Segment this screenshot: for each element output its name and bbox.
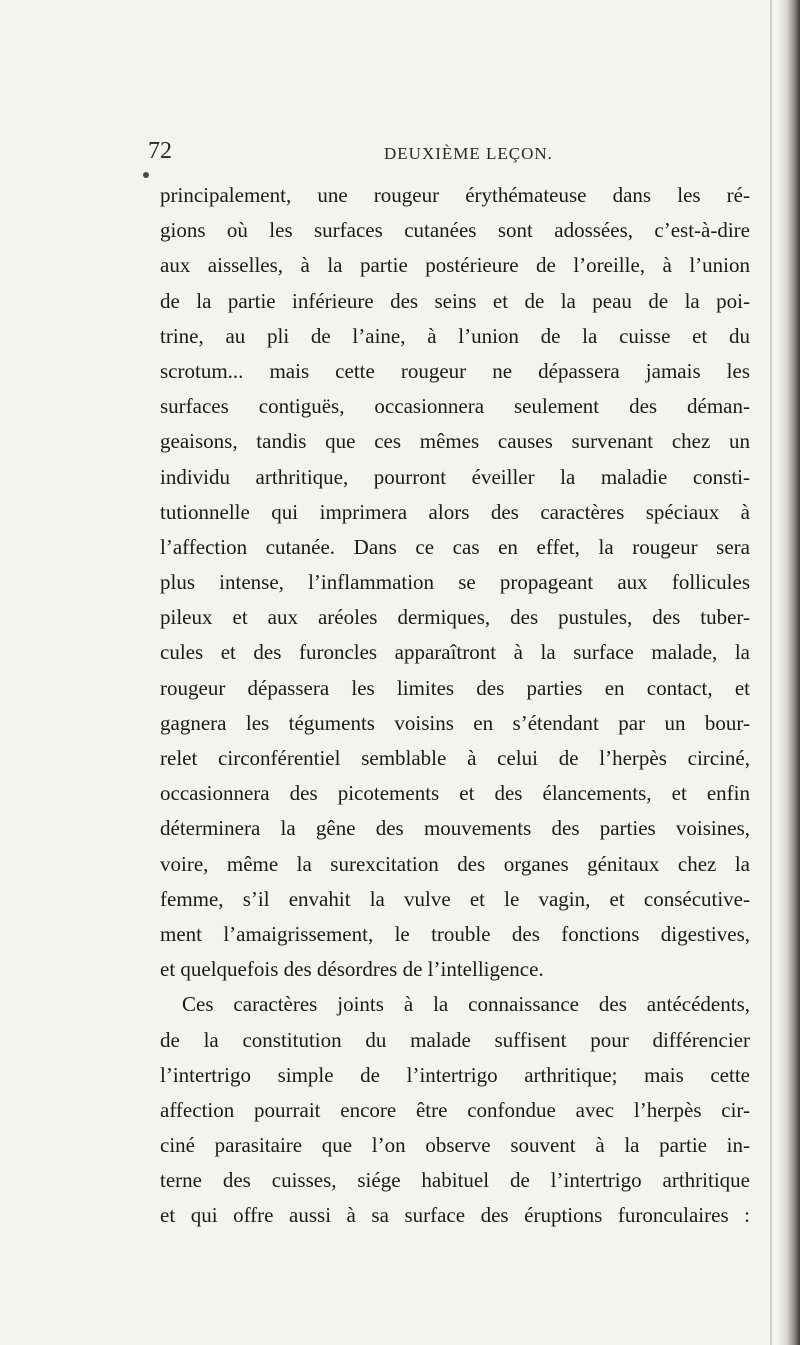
body-text — [160, 178, 750, 1234]
text-line: gagnera les téguments voisins en s’étendant par un bour- — [160, 710, 750, 735]
text-line: voire, même la surexcitation des organes génitaux chez la — [160, 851, 750, 876]
text-line: rougeur dépassera les limites des parties en contact, et — [160, 675, 750, 700]
margin-mark — [143, 172, 149, 178]
text-line: de la constitution du malade suffisent pour différencier — [160, 1027, 750, 1052]
text-line: cules et des furoncles apparaîtront à la surface malade, la — [160, 640, 750, 665]
text-line: terne des cuisses, siége habituel de l’intertrigo arthritique — [160, 1168, 750, 1193]
text-line: de la partie inférieure des seins et de la peau de la poi- — [160, 288, 750, 313]
text-line: femme, s’il envahit la vulve et le vagin, et consécutive- — [160, 886, 750, 911]
text-line: geaisons, tandis que ces mêmes causes survenant chez un — [160, 429, 750, 454]
text-line: gions où les surfaces cutanées sont adossées, c’est-à-dire — [160, 218, 750, 243]
text-line: occasionnera des picotements et des élancements, et enfin — [160, 781, 750, 806]
text-line: scrotum... mais cette rougeur ne dépassera jamais les — [160, 358, 750, 383]
running-head: DEUXIÈME LEÇON. — [384, 144, 553, 163]
page-number: 72 — [148, 138, 172, 164]
page-binding-edge — [778, 0, 800, 1345]
text-line: relet circonférentiel semblable à celui de l’herpès circiné, — [160, 746, 750, 770]
text-line: ciné parasitaire que l’on observe souvent à la partie in- — [160, 1133, 750, 1158]
text-line: l’affection cutanée. Dans ce cas en effet, la rougeur sera — [160, 534, 750, 559]
binding-shadow-line — [770, 0, 772, 1345]
text-line: plus intense, l’inflammation se propageant aux follicules — [160, 570, 750, 595]
text-line: et qui offre aussi à sa surface des éruptions furonculaires : — [160, 1203, 750, 1228]
text-line: trine, au pli de l’aine, à l’union de la cuisse et du — [160, 323, 750, 348]
text-line: et quelquefois des désordres de l’intelligence. — [160, 957, 544, 982]
page-header — [148, 138, 748, 170]
text-line: surfaces contiguës, occasionnera seulement des déman- — [160, 394, 750, 419]
text-line: ment l’amaigrissement, le trouble des fonctions digestives, — [160, 921, 750, 946]
text-line: déterminera la gêne des mouvements des parties voisines, — [160, 816, 750, 841]
text-line: Ces caractères joints à la connaissance des antécédents, — [182, 992, 750, 1017]
text-line: pileux et aux aréoles dermiques, des pustules, des tuber- — [160, 605, 750, 630]
text-line: principalement, une rougeur érythémateuse dans les ré- — [160, 183, 750, 207]
text-line: tutionnelle qui imprimera alors des caractères spéciaux à — [160, 499, 750, 524]
text-line: aux aisselles, à la partie postérieure de l’oreille, à l’union — [160, 253, 750, 278]
text-line: l’intertrigo simple de l’intertrigo arthritique; mais cette — [160, 1062, 750, 1087]
text-line: individu arthritique, pourront éveiller la maladie consti- — [160, 464, 750, 489]
text-line: affection pourrait encore être confondue avec l’herpès cir- — [160, 1097, 750, 1122]
